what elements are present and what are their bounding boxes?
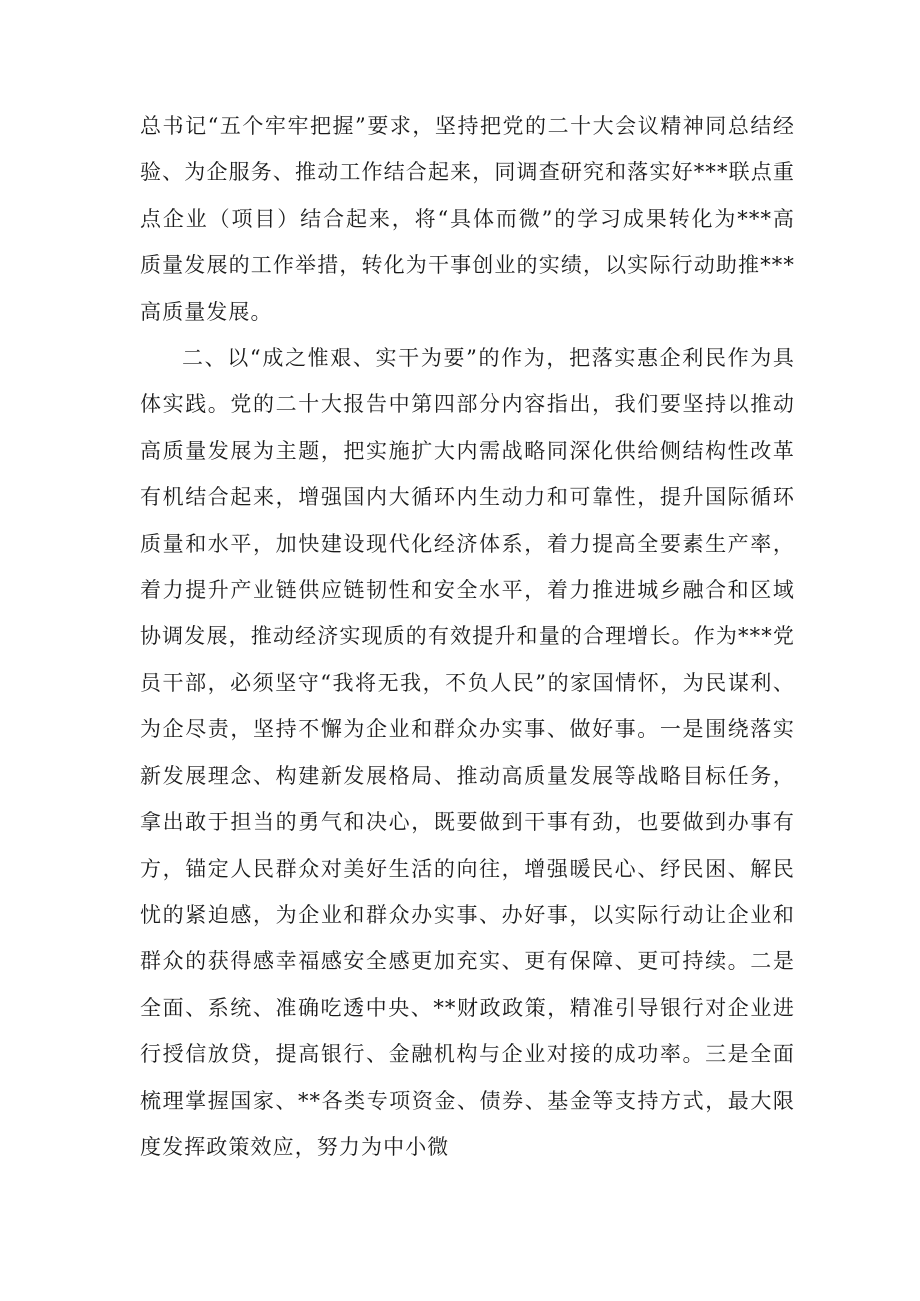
paragraph-continuation: 总书记“五个牢牢把握”要求，坚持把党的二十大会议精神同总结经验、为企服务、推动工作结合起来，同调查研究和落实好***联点重点企业（项目）结合起来，将“具体而微”的学习成果转化为***高质量发展的工作举措，转化为干事创业的实绩，以实际行动助推***高质量发展。 <box>140 114 795 324</box>
document-body <box>140 103 795 1170</box>
paragraph-section-two: 二、以“成之惟艰、实干为要”的作为，把落实惠企利民作为具体实践。党的二十大报告中第四部分内容指出，我们要坚持以推动高质量发展为主题，把实施扩大内需战略同深化供给侧结构性改革有机结合起来，增强国内大循环内生动力和可靠性，提升国际循环质量和水平，加快建设现代化经济体系，着力提高全要素生产率，着力提升产业链供应链韧性和安全水平，着力推进城乡融合和区域协调发展，推动经济实现质的有效提升和量的合理增长。作为***党员干部，必须坚守“我将无我，不负人民”的家国情怀，为民谋利、为企尽责，坚持不懈为企业和群众办实事、做好事。一是围绕落实新发展理念、构建新发展格局、推动高质量发展等战略目标任务，拿出敢于担当的勇气和决心，既要做到干事有劲，也要做到办事有方，锚定人民群众对美好生活的向往，增强暖民心、纾民困、解民忧的紧迫感，为企业和群众办实事、办好事，以实际行动让企业和群众的获得感幸福感安全感更加充实、更有保障、更可持续。二是全面、系统、准确吃透中央、**财政政策，精准引导银行对企业进行授信放贷，提高银行、金融机构与企业对接的成功率。三是全面梳理掌握国家、**各类专项资金、债券、基金等支持方式，最大限度发挥政策效应，努力为中小微 <box>140 346 795 1159</box>
